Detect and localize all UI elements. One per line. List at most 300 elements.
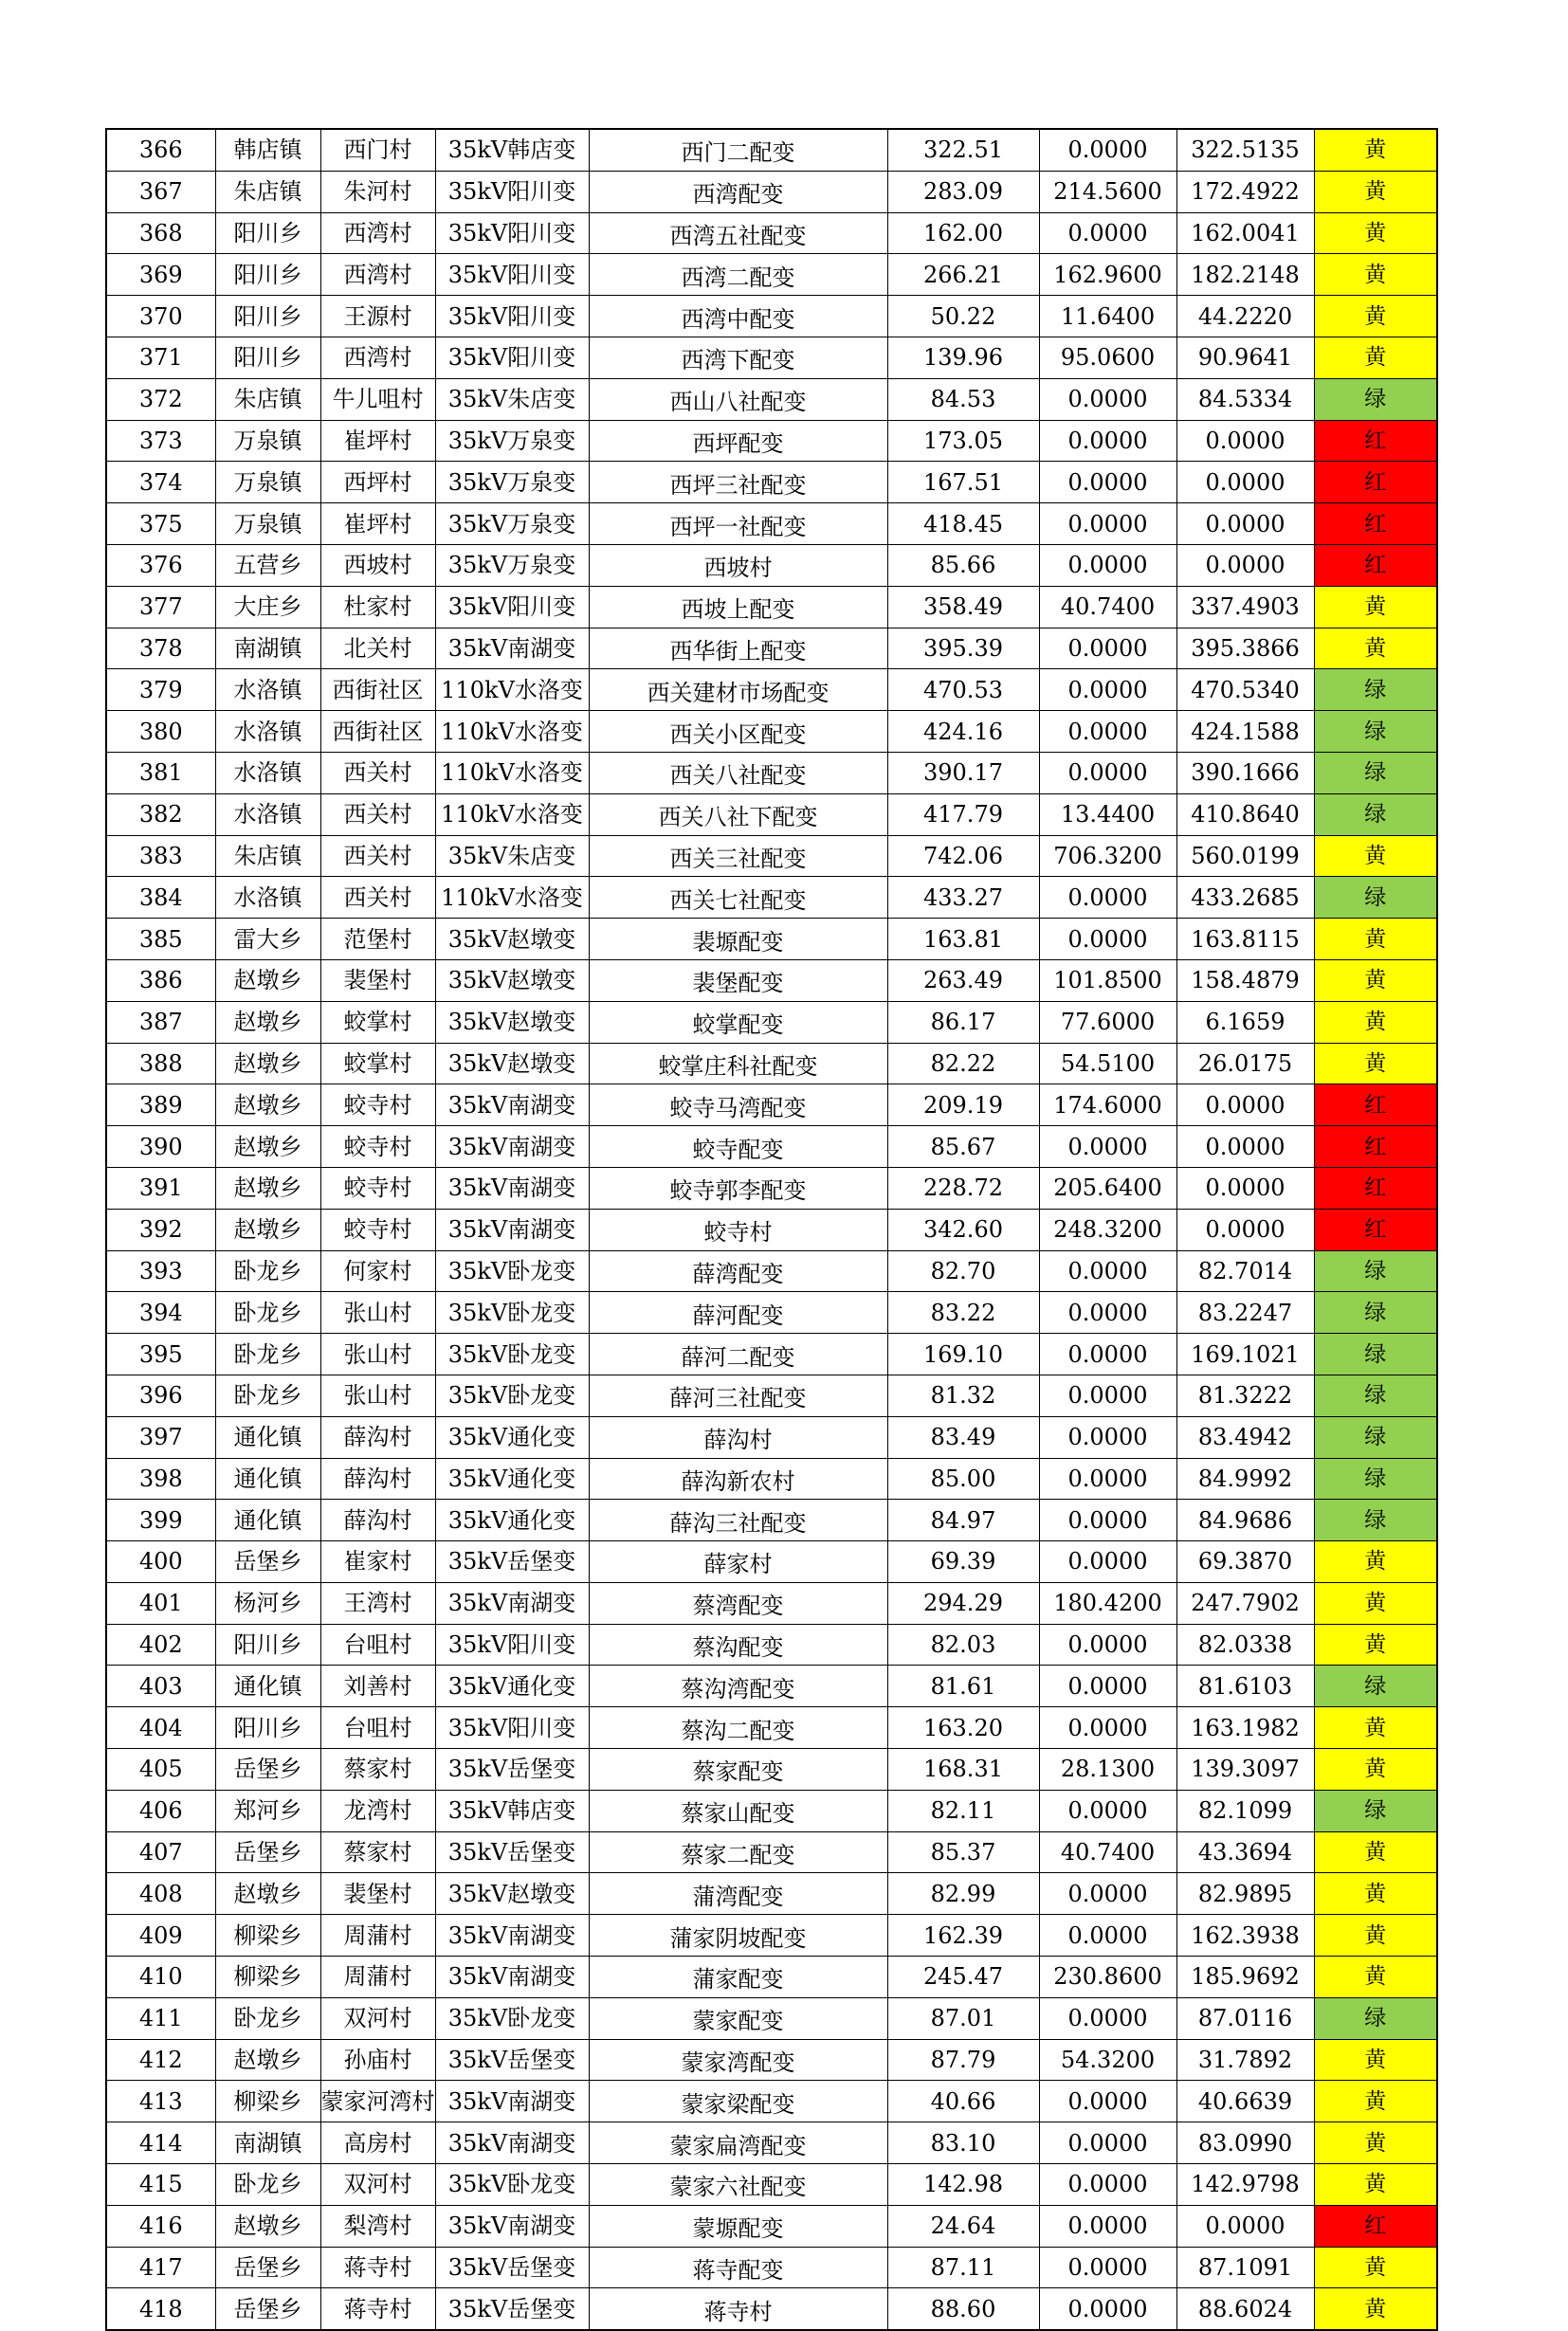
village-cell: 高房村 xyxy=(320,2122,435,2164)
table-row xyxy=(106,1624,1437,1666)
value-b-cell: 54.5100 xyxy=(1039,1043,1176,1084)
township-cell: 水洛镇 xyxy=(215,669,320,711)
value-b-cell: 0.0000 xyxy=(1039,2205,1176,2247)
village-cell: 西湾村 xyxy=(320,337,435,378)
table-row xyxy=(106,793,1437,835)
village-cell: 周蒲村 xyxy=(320,1957,435,1998)
transformer-cell: 裴堡配变 xyxy=(589,959,887,1001)
status-cell: 黄 xyxy=(1314,296,1437,337)
table-row xyxy=(106,1209,1437,1250)
value-b-cell: 0.0000 xyxy=(1039,2122,1176,2164)
row-number: 399 xyxy=(106,1500,215,1541)
value-b-cell: 214.5600 xyxy=(1039,171,1176,212)
transformer-cell: 薛沟三社配变 xyxy=(589,1500,887,1541)
value-c-cell: 0.0000 xyxy=(1176,2205,1314,2247)
value-b-cell: 0.0000 xyxy=(1039,2081,1176,2122)
row-number: 403 xyxy=(106,1666,215,1707)
value-b-cell: 0.0000 xyxy=(1039,1292,1176,1334)
status-cell: 绿 xyxy=(1314,1250,1437,1292)
table-row xyxy=(106,752,1437,793)
transformer-cell: 蛟寺村 xyxy=(589,1209,887,1250)
table-row xyxy=(106,1541,1437,1583)
transformer-cell: 薛沟新农村 xyxy=(589,1458,887,1500)
value-c-cell: 169.1021 xyxy=(1176,1334,1314,1375)
transformer-cell: 西湾配变 xyxy=(589,171,887,212)
row-number: 404 xyxy=(106,1707,215,1749)
substation-cell: 35kV赵墩变 xyxy=(435,1873,589,1915)
value-a-cell: 87.11 xyxy=(887,2247,1039,2288)
value-a-cell: 358.49 xyxy=(887,586,1039,628)
substation-cell: 35kV阳川变 xyxy=(435,212,589,254)
transformer-cell: 蒙家扁湾配变 xyxy=(589,2122,887,2164)
value-b-cell: 0.0000 xyxy=(1039,919,1176,960)
township-cell: 阳川乡 xyxy=(215,296,320,337)
village-cell: 薛沟村 xyxy=(320,1500,435,1541)
value-a-cell: 85.67 xyxy=(887,1126,1039,1168)
value-a-cell: 50.22 xyxy=(887,296,1039,337)
table-row xyxy=(106,1043,1437,1084)
village-cell: 蔡家村 xyxy=(320,1749,435,1791)
township-cell: 岳堡乡 xyxy=(215,1541,320,1583)
value-a-cell: 84.97 xyxy=(887,1500,1039,1541)
value-b-cell: 0.0000 xyxy=(1039,378,1176,420)
substation-cell: 35kV南湖变 xyxy=(435,1167,589,1209)
transformer-cell: 西湾中配变 xyxy=(589,296,887,337)
village-cell: 台咀村 xyxy=(320,1707,435,1749)
value-c-cell: 6.1659 xyxy=(1176,1001,1314,1043)
township-cell: 南湖镇 xyxy=(215,2122,320,2164)
township-cell: 水洛镇 xyxy=(215,793,320,835)
row-number: 401 xyxy=(106,1582,215,1624)
row-number: 368 xyxy=(106,212,215,254)
value-b-cell: 0.0000 xyxy=(1039,628,1176,669)
table-row xyxy=(106,835,1437,877)
substation-cell: 35kV阳川变 xyxy=(435,586,589,628)
value-b-cell: 77.6000 xyxy=(1039,1001,1176,1043)
value-b-cell: 174.6000 xyxy=(1039,1084,1176,1126)
substation-cell: 35kV通化变 xyxy=(435,1458,589,1500)
table-row xyxy=(106,1500,1437,1541)
value-b-cell: 40.7400 xyxy=(1039,586,1176,628)
value-c-cell: 163.1982 xyxy=(1176,1707,1314,1749)
township-cell: 赵墩乡 xyxy=(215,1209,320,1250)
value-c-cell: 247.7902 xyxy=(1176,1582,1314,1624)
substation-cell: 35kV阳川变 xyxy=(435,337,589,378)
status-cell: 黄 xyxy=(1314,959,1437,1001)
substation-cell: 35kV阳川变 xyxy=(435,1624,589,1666)
value-c-cell: 0.0000 xyxy=(1176,462,1314,503)
status-cell: 黄 xyxy=(1314,1624,1437,1666)
value-a-cell: 87.79 xyxy=(887,2039,1039,2081)
village-cell: 西关村 xyxy=(320,752,435,793)
transformer-cell: 西关三社配变 xyxy=(589,835,887,877)
substation-cell: 35kV卧龙变 xyxy=(435,1375,589,1416)
row-number: 392 xyxy=(106,1209,215,1250)
township-cell: 赵墩乡 xyxy=(215,1001,320,1043)
township-cell: 韩店镇 xyxy=(215,129,320,171)
value-b-cell: 0.0000 xyxy=(1039,2288,1176,2330)
value-a-cell: 322.51 xyxy=(887,129,1039,171)
township-cell: 岳堡乡 xyxy=(215,2288,320,2330)
row-number: 389 xyxy=(106,1084,215,1126)
table-row xyxy=(106,586,1437,628)
value-c-cell: 31.7892 xyxy=(1176,2039,1314,2081)
status-cell: 绿 xyxy=(1314,1500,1437,1541)
township-cell: 万泉镇 xyxy=(215,420,320,462)
status-cell: 绿 xyxy=(1314,1790,1437,1831)
value-a-cell: 40.66 xyxy=(887,2081,1039,2122)
township-cell: 赵墩乡 xyxy=(215,1043,320,1084)
transformer-cell: 薛湾配变 xyxy=(589,1250,887,1292)
table-row xyxy=(106,212,1437,254)
value-a-cell: 83.22 xyxy=(887,1292,1039,1334)
row-number: 397 xyxy=(106,1416,215,1458)
table-row xyxy=(106,1915,1437,1957)
substation-cell: 35kV阳川变 xyxy=(435,296,589,337)
substation-cell: 35kV岳堡变 xyxy=(435,2288,589,2330)
substation-cell: 35kV万泉变 xyxy=(435,420,589,462)
row-number: 407 xyxy=(106,1831,215,1873)
substation-cell: 35kV南湖变 xyxy=(435,1915,589,1957)
status-cell: 红 xyxy=(1314,1167,1437,1209)
village-cell: 西门村 xyxy=(320,129,435,171)
row-number: 393 xyxy=(106,1250,215,1292)
value-a-cell: 82.70 xyxy=(887,1250,1039,1292)
transformer-cell: 西华街上配变 xyxy=(589,628,887,669)
status-cell: 绿 xyxy=(1314,1666,1437,1707)
value-b-cell: 230.8600 xyxy=(1039,1957,1176,1998)
row-number: 400 xyxy=(106,1541,215,1583)
village-cell: 西坡村 xyxy=(320,544,435,586)
transformer-cell: 蔡家二配变 xyxy=(589,1831,887,1873)
substation-cell: 35kV南湖变 xyxy=(435,1582,589,1624)
value-c-cell: 162.0041 xyxy=(1176,212,1314,254)
value-c-cell: 162.3938 xyxy=(1176,1915,1314,1957)
status-cell: 黄 xyxy=(1314,254,1437,296)
table-row xyxy=(106,1831,1437,1873)
substation-cell: 35kV卧龙变 xyxy=(435,1997,589,2039)
transformer-cell: 蒙家梁配变 xyxy=(589,2081,887,2122)
substation-cell: 35kV岳堡变 xyxy=(435,1541,589,1583)
value-b-cell: 0.0000 xyxy=(1039,877,1176,919)
table-row xyxy=(106,1790,1437,1831)
transformer-cell: 蔡沟配变 xyxy=(589,1624,887,1666)
substation-cell: 35kV阳川变 xyxy=(435,1707,589,1749)
status-cell: 黄 xyxy=(1314,1541,1437,1583)
substation-cell: 110kV水洛变 xyxy=(435,752,589,793)
value-c-cell: 0.0000 xyxy=(1176,1167,1314,1209)
township-cell: 卧龙乡 xyxy=(215,2164,320,2206)
substation-cell: 110kV水洛变 xyxy=(435,711,589,753)
township-cell: 赵墩乡 xyxy=(215,1873,320,1915)
substation-cell: 35kV南湖变 xyxy=(435,2081,589,2122)
value-b-cell: 0.0000 xyxy=(1039,1416,1176,1458)
row-number: 386 xyxy=(106,959,215,1001)
township-cell: 通化镇 xyxy=(215,1458,320,1500)
transformer-cell: 蛟寺配变 xyxy=(589,1126,887,1168)
substation-cell: 35kV万泉变 xyxy=(435,462,589,503)
value-a-cell: 24.64 xyxy=(887,2205,1039,2247)
village-cell: 王源村 xyxy=(320,296,435,337)
row-number: 375 xyxy=(106,503,215,545)
transformer-cell: 西关七社配变 xyxy=(589,877,887,919)
township-cell: 通化镇 xyxy=(215,1666,320,1707)
value-c-cell: 40.6639 xyxy=(1176,2081,1314,2122)
village-cell: 蛟寺村 xyxy=(320,1084,435,1126)
transformer-cell: 蔡沟二配变 xyxy=(589,1707,887,1749)
village-cell: 蛟寺村 xyxy=(320,1167,435,1209)
value-c-cell: 82.9895 xyxy=(1176,1873,1314,1915)
value-c-cell: 82.1099 xyxy=(1176,1790,1314,1831)
substation-cell: 110kV水洛变 xyxy=(435,793,589,835)
village-cell: 蔡家村 xyxy=(320,1831,435,1873)
substation-cell: 35kV赵墩变 xyxy=(435,1001,589,1043)
status-cell: 黄 xyxy=(1314,2288,1437,2330)
status-cell: 黄 xyxy=(1314,2247,1437,2288)
township-cell: 赵墩乡 xyxy=(215,1126,320,1168)
status-cell: 绿 xyxy=(1314,1997,1437,2039)
substation-cell: 35kV南湖变 xyxy=(435,1084,589,1126)
value-c-cell: 0.0000 xyxy=(1176,1209,1314,1250)
value-c-cell: 0.0000 xyxy=(1176,503,1314,545)
table-body xyxy=(106,129,1437,2330)
value-b-cell: 0.0000 xyxy=(1039,1250,1176,1292)
transformer-cell: 薛河配变 xyxy=(589,1292,887,1334)
village-cell: 杜家村 xyxy=(320,586,435,628)
value-a-cell: 390.17 xyxy=(887,752,1039,793)
village-cell: 何家村 xyxy=(320,1250,435,1292)
table-row xyxy=(106,2039,1437,2081)
status-cell: 绿 xyxy=(1314,1334,1437,1375)
status-cell: 黄 xyxy=(1314,1707,1437,1749)
village-cell: 崔坪村 xyxy=(320,420,435,462)
village-cell: 周蒲村 xyxy=(320,1915,435,1957)
value-c-cell: 0.0000 xyxy=(1176,544,1314,586)
township-cell: 卧龙乡 xyxy=(215,1997,320,2039)
value-b-cell: 0.0000 xyxy=(1039,1790,1176,1831)
value-a-cell: 168.31 xyxy=(887,1749,1039,1791)
township-cell: 柳梁乡 xyxy=(215,1957,320,1998)
value-c-cell: 163.8115 xyxy=(1176,919,1314,960)
table-row xyxy=(106,171,1437,212)
village-cell: 张山村 xyxy=(320,1334,435,1375)
township-cell: 阳川乡 xyxy=(215,212,320,254)
table-row xyxy=(106,1749,1437,1791)
substation-cell: 35kV南湖变 xyxy=(435,1957,589,1998)
village-cell: 双河村 xyxy=(320,2164,435,2206)
value-b-cell: 11.6400 xyxy=(1039,296,1176,337)
substation-cell: 35kV岳堡变 xyxy=(435,1831,589,1873)
value-c-cell: 0.0000 xyxy=(1176,420,1314,462)
transformer-cell: 薛沟村 xyxy=(589,1416,887,1458)
row-number: 376 xyxy=(106,544,215,586)
village-cell: 蒋寺村 xyxy=(320,2288,435,2330)
village-cell: 西关村 xyxy=(320,835,435,877)
status-cell: 绿 xyxy=(1314,1458,1437,1500)
value-c-cell: 81.6103 xyxy=(1176,1666,1314,1707)
value-b-cell: 0.0000 xyxy=(1039,752,1176,793)
value-c-cell: 395.3866 xyxy=(1176,628,1314,669)
value-c-cell: 433.2685 xyxy=(1176,877,1314,919)
row-number: 382 xyxy=(106,793,215,835)
status-cell: 黄 xyxy=(1314,1957,1437,1998)
value-b-cell: 0.0000 xyxy=(1039,2164,1176,2206)
value-a-cell: 82.11 xyxy=(887,1790,1039,1831)
village-cell: 西关村 xyxy=(320,793,435,835)
village-cell: 台咀村 xyxy=(320,1624,435,1666)
row-number: 367 xyxy=(106,171,215,212)
value-a-cell: 82.03 xyxy=(887,1624,1039,1666)
value-a-cell: 228.72 xyxy=(887,1167,1039,1209)
value-a-cell: 163.81 xyxy=(887,919,1039,960)
value-c-cell: 322.5135 xyxy=(1176,129,1314,171)
village-cell: 朱河村 xyxy=(320,171,435,212)
row-number: 406 xyxy=(106,1790,215,1831)
status-cell: 黄 xyxy=(1314,2122,1437,2164)
village-cell: 西街社区 xyxy=(320,711,435,753)
row-number: 366 xyxy=(106,129,215,171)
row-number: 402 xyxy=(106,1624,215,1666)
value-c-cell: 424.1588 xyxy=(1176,711,1314,753)
value-a-cell: 142.98 xyxy=(887,2164,1039,2206)
table-row xyxy=(106,544,1437,586)
status-cell: 红 xyxy=(1314,1084,1437,1126)
transformer-cell: 薛河三社配变 xyxy=(589,1375,887,1416)
value-a-cell: 342.60 xyxy=(887,1209,1039,1250)
value-a-cell: 266.21 xyxy=(887,254,1039,296)
value-c-cell: 0.0000 xyxy=(1176,1084,1314,1126)
value-c-cell: 84.9992 xyxy=(1176,1458,1314,1500)
township-cell: 赵墩乡 xyxy=(215,2205,320,2247)
status-cell: 红 xyxy=(1314,2205,1437,2247)
township-cell: 卧龙乡 xyxy=(215,1334,320,1375)
value-a-cell: 173.05 xyxy=(887,420,1039,462)
value-c-cell: 84.5334 xyxy=(1176,378,1314,420)
transformer-cell: 西湾二配变 xyxy=(589,254,887,296)
row-number: 391 xyxy=(106,1167,215,1209)
township-cell: 杨河乡 xyxy=(215,1582,320,1624)
transformer-cell: 蛟掌配变 xyxy=(589,1001,887,1043)
village-cell: 崔家村 xyxy=(320,1541,435,1583)
status-cell: 黄 xyxy=(1314,919,1437,960)
value-b-cell: 40.7400 xyxy=(1039,1831,1176,1873)
row-number: 385 xyxy=(106,919,215,960)
transformer-cell: 薛家村 xyxy=(589,1541,887,1583)
village-cell: 西湾村 xyxy=(320,254,435,296)
row-number: 383 xyxy=(106,835,215,877)
value-b-cell: 0.0000 xyxy=(1039,462,1176,503)
village-cell: 裴堡村 xyxy=(320,959,435,1001)
substation-cell: 35kV通化变 xyxy=(435,1416,589,1458)
value-b-cell: 0.0000 xyxy=(1039,129,1176,171)
village-cell: 蛟寺村 xyxy=(320,1209,435,1250)
transformer-cell: 西关小区配变 xyxy=(589,711,887,753)
table-row xyxy=(106,2288,1437,2330)
village-cell: 西湾村 xyxy=(320,212,435,254)
value-a-cell: 84.53 xyxy=(887,378,1039,420)
substation-cell: 35kV赵墩变 xyxy=(435,959,589,1001)
value-a-cell: 83.10 xyxy=(887,2122,1039,2164)
substation-cell: 35kV南湖变 xyxy=(435,1126,589,1168)
transformer-cell: 裴塬配变 xyxy=(589,919,887,960)
transformer-cell: 西关八社配变 xyxy=(589,752,887,793)
row-number: 395 xyxy=(106,1334,215,1375)
value-b-cell: 0.0000 xyxy=(1039,1541,1176,1583)
status-cell: 黄 xyxy=(1314,1873,1437,1915)
row-number: 378 xyxy=(106,628,215,669)
transformer-cell: 蒋寺配变 xyxy=(589,2247,887,2288)
value-b-cell: 0.0000 xyxy=(1039,1624,1176,1666)
table-row xyxy=(106,420,1437,462)
row-number: 416 xyxy=(106,2205,215,2247)
village-cell: 双河村 xyxy=(320,1997,435,2039)
value-c-cell: 470.5340 xyxy=(1176,669,1314,711)
status-cell: 黄 xyxy=(1314,628,1437,669)
village-cell: 龙湾村 xyxy=(320,1790,435,1831)
transformer-cell: 蔡家山配变 xyxy=(589,1790,887,1831)
township-cell: 卧龙乡 xyxy=(215,1375,320,1416)
row-number: 408 xyxy=(106,1873,215,1915)
substation-cell: 35kV阳川变 xyxy=(435,171,589,212)
transformer-cell: 蒋寺村 xyxy=(589,2288,887,2330)
value-b-cell: 101.8500 xyxy=(1039,959,1176,1001)
township-cell: 五营乡 xyxy=(215,544,320,586)
village-cell: 孙庙村 xyxy=(320,2039,435,2081)
table-row xyxy=(106,1334,1437,1375)
substation-cell: 35kV卧龙变 xyxy=(435,2164,589,2206)
transformer-cell: 蒙家湾配变 xyxy=(589,2039,887,2081)
substation-cell: 35kV卧龙变 xyxy=(435,1334,589,1375)
status-cell: 红 xyxy=(1314,462,1437,503)
table-row xyxy=(106,1666,1437,1707)
value-c-cell: 81.3222 xyxy=(1176,1375,1314,1416)
table-row xyxy=(106,2081,1437,2122)
transformer-cell: 西门二配变 xyxy=(589,129,887,171)
transformer-cell: 西山八社配变 xyxy=(589,378,887,420)
status-cell: 绿 xyxy=(1314,378,1437,420)
transformer-cell: 西湾下配变 xyxy=(589,337,887,378)
row-number: 410 xyxy=(106,1957,215,1998)
transformer-cell: 蒲家阴坡配变 xyxy=(589,1915,887,1957)
table-row xyxy=(106,1707,1437,1749)
table-row xyxy=(106,1001,1437,1043)
value-a-cell: 88.60 xyxy=(887,2288,1039,2330)
value-c-cell: 142.9798 xyxy=(1176,2164,1314,2206)
transformer-cell: 蒙家配变 xyxy=(589,1997,887,2039)
status-cell: 黄 xyxy=(1314,1749,1437,1791)
row-number: 415 xyxy=(106,2164,215,2206)
value-b-cell: 205.6400 xyxy=(1039,1167,1176,1209)
value-c-cell: 88.6024 xyxy=(1176,2288,1314,2330)
row-number: 372 xyxy=(106,378,215,420)
row-number: 369 xyxy=(106,254,215,296)
value-c-cell: 0.0000 xyxy=(1176,1126,1314,1168)
value-b-cell: 0.0000 xyxy=(1039,544,1176,586)
township-cell: 万泉镇 xyxy=(215,462,320,503)
status-cell: 黄 xyxy=(1314,2164,1437,2206)
value-c-cell: 410.8640 xyxy=(1176,793,1314,835)
table-row xyxy=(106,1582,1437,1624)
village-cell: 西坪村 xyxy=(320,462,435,503)
transformer-cell: 西坪一社配变 xyxy=(589,503,887,545)
table-row xyxy=(106,2164,1437,2206)
table-row xyxy=(106,1873,1437,1915)
status-cell: 绿 xyxy=(1314,877,1437,919)
value-a-cell: 139.96 xyxy=(887,337,1039,378)
township-cell: 朱店镇 xyxy=(215,378,320,420)
value-c-cell: 84.9686 xyxy=(1176,1500,1314,1541)
value-c-cell: 158.4879 xyxy=(1176,959,1314,1001)
